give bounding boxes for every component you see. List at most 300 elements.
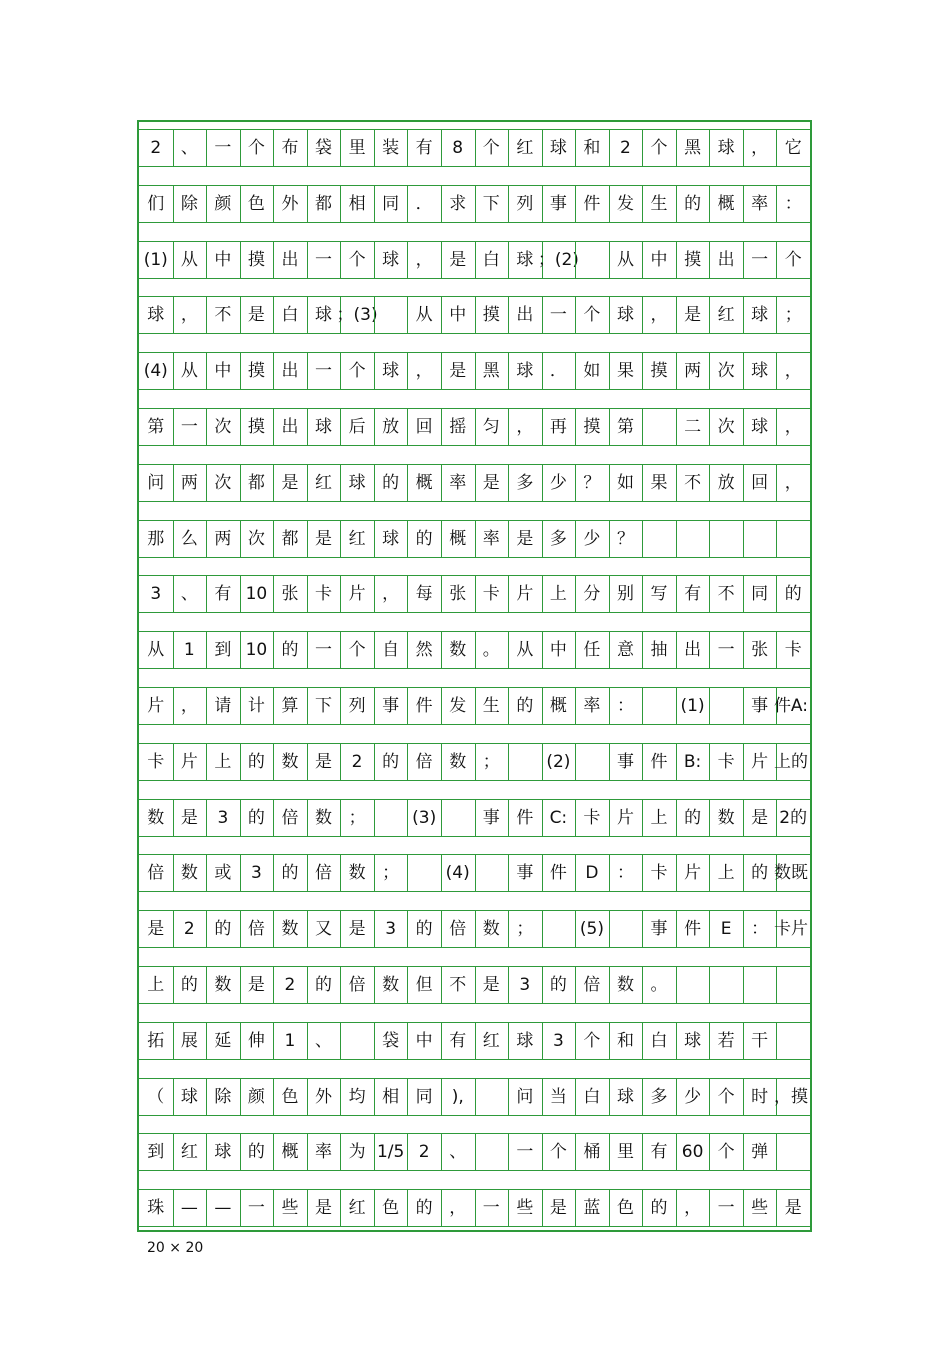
grid-char: 弹 (751, 1142, 769, 1163)
grid-char: 白 (650, 1030, 668, 1051)
grid-char: 算 (281, 696, 299, 716)
grid-char: 是 (247, 975, 265, 995)
grid-char: 计 (247, 696, 265, 716)
grid-char: ． (549, 361, 567, 382)
grid-char: 红 (180, 1142, 198, 1163)
grid-cell (609, 911, 643, 947)
grid-cell (776, 521, 810, 557)
grid-cell (508, 744, 542, 780)
grid-char: 匀 (482, 417, 500, 437)
grid-char: 两 (684, 361, 702, 382)
grid-char: 红 (315, 472, 333, 493)
grid-char: 上 (650, 807, 668, 828)
grid-row (139, 854, 810, 892)
grid-char: 展 (180, 1030, 198, 1051)
grid-char: 事 (751, 696, 769, 716)
grid-char: 干 (751, 1030, 769, 1051)
grid-char: ， (415, 249, 433, 270)
grid-char: 第 (147, 417, 165, 437)
grid-char: 60 (681, 1142, 704, 1163)
grid-char: 外 (281, 193, 299, 214)
grid-cell (575, 242, 609, 278)
grid-row (139, 743, 810, 781)
grid-char: 数 (315, 807, 333, 828)
grid-char: 个 (717, 1142, 735, 1163)
grid-char: ； (382, 863, 400, 884)
grid-row (139, 799, 810, 837)
grid-char: ， (784, 472, 802, 493)
grid-char: 片 (180, 751, 198, 772)
grid-char: 中 (214, 361, 232, 382)
grid-cell (374, 800, 408, 836)
grid-char: 和 (616, 1030, 634, 1051)
grid-char: 数 (281, 751, 299, 772)
grid-char: ？ (616, 528, 634, 549)
grid-char: 摸 (247, 249, 265, 270)
grid-char: (4) (445, 863, 470, 884)
grid-char: 的 (415, 528, 433, 549)
grid-char: 率 (751, 193, 769, 214)
grid-char: 个 (348, 640, 366, 661)
grid-char: 3 (217, 807, 229, 828)
grid-char: 列 (516, 193, 534, 214)
grid-char: 相 (382, 1086, 400, 1107)
grid-char: 它 (784, 138, 802, 158)
grid-char: 3 (552, 1030, 564, 1051)
grid-char: 球 (516, 1030, 534, 1051)
grid-char: 为 (348, 1142, 366, 1163)
grid-char: 事 (650, 919, 668, 940)
grid-char: 。 (650, 975, 668, 995)
grid-char: 的 (415, 919, 433, 940)
grid-char: 的 (684, 193, 702, 214)
grid-char: 概 (717, 193, 735, 214)
grid-char: (1) (680, 696, 705, 716)
grid-char: 中 (549, 640, 567, 661)
grid-char: 卡 (482, 584, 500, 605)
grid-char: 若 (717, 1030, 735, 1051)
grid-cell (709, 967, 743, 1003)
grid-char: 里 (348, 138, 366, 158)
grid-char: 概 (415, 472, 433, 493)
grid-char: 数 (616, 975, 634, 995)
grid-char: 后 (348, 417, 366, 437)
grid-char: 不 (449, 975, 467, 995)
grid-cell (475, 1079, 509, 1115)
grid-char: 个 (348, 249, 366, 270)
grid-char: 颜 (214, 193, 232, 214)
grid-char: 放 (382, 417, 400, 437)
grid-char: 球 (348, 472, 366, 493)
grid-char: 出 (281, 417, 299, 437)
grid-char: 的 (382, 751, 400, 772)
grid-char: 分 (583, 584, 601, 605)
grid-char: 率 (449, 472, 467, 493)
grid-char: 然 (415, 640, 433, 661)
grid-char: 问 (516, 1086, 534, 1107)
grid-char: 个 (549, 1142, 567, 1163)
grid-char: 球 (717, 138, 735, 158)
grid-char: 卡片 (774, 919, 808, 940)
grid-char: 卡 (717, 751, 735, 772)
grid-char: 些 (751, 1198, 769, 1219)
grid-char: 件 (549, 863, 567, 884)
grid-char: 个 (583, 305, 601, 326)
grid-char: 是 (247, 305, 265, 326)
grid-char: 出 (281, 361, 299, 382)
grid-char: 是 (147, 919, 165, 940)
grid-char: 倍 (348, 975, 366, 995)
grid-char: 是 (315, 1198, 333, 1219)
grid-char: 数 (482, 919, 500, 940)
grid-row (139, 1022, 810, 1060)
grid-char: 中 (415, 1030, 433, 1051)
grid-cell (709, 521, 743, 557)
grid-char: 、 (315, 1030, 333, 1051)
grid-char: 球 (180, 1086, 198, 1107)
grid-char: 2 (351, 751, 363, 772)
grid-char: 一 (516, 1142, 534, 1163)
grid-char: 数 (214, 975, 232, 995)
grid-char: ； (784, 305, 802, 326)
grid-cell (743, 967, 777, 1003)
grid-char: 一 (482, 1198, 500, 1219)
grid-char: 球 (616, 1086, 634, 1107)
grid-char: 摸 (247, 417, 265, 437)
grid-char: 生 (650, 193, 668, 214)
grid-char: ， (382, 584, 400, 605)
grid-char: 事 (616, 751, 634, 772)
grid-char: ；(3) (336, 305, 378, 326)
grid-char: 红 (482, 1030, 500, 1051)
grid-cell (776, 1134, 810, 1170)
grid-char: 一 (214, 138, 232, 158)
grid-char: 片 (516, 584, 534, 605)
grid-char: 张 (751, 640, 769, 661)
grid-char: 1 (183, 640, 195, 661)
grid-char: 片 (616, 807, 634, 828)
grid-char: 是 (482, 975, 500, 995)
grid-char: ． (415, 193, 433, 214)
grid-char: (1) (143, 249, 168, 270)
grid-char: 倍 (247, 919, 265, 940)
grid-char: 个 (784, 249, 802, 270)
grid-char: 3 (385, 919, 397, 940)
manuscript-grid (137, 120, 812, 1232)
grid-char: 10 (245, 640, 268, 661)
grid-char: 出 (684, 640, 702, 661)
grid-char: ， (784, 361, 802, 382)
grid-char: 卡 (583, 807, 601, 828)
grid-char: 球 (616, 305, 634, 326)
grid-char: 片 (751, 751, 769, 772)
grid-char: 球 (315, 417, 333, 437)
grid-char: 、 (449, 1142, 467, 1163)
grid-char: 倍 (449, 919, 467, 940)
grid-char: 的 (247, 751, 265, 772)
grid-char: 色 (382, 1198, 400, 1219)
grid-char: 红 (516, 138, 534, 158)
grid-char: 少 (549, 472, 567, 493)
grid-char: 球 (382, 361, 400, 382)
grid-char: 片 (348, 584, 366, 605)
grid-char: ； (348, 807, 366, 828)
grid-char: 红 (717, 305, 735, 326)
grid-cell (642, 409, 676, 445)
grid-char: 的 (214, 919, 232, 940)
grid-char: 上的 (774, 751, 808, 772)
grid-char: 的 (684, 807, 702, 828)
grid-char: 些 (281, 1198, 299, 1219)
grid-char: 摸 (247, 361, 265, 382)
grid-char: 片 (684, 863, 702, 884)
grid-char: 伸 (247, 1030, 265, 1051)
grid-char: (2) (546, 751, 571, 772)
grid-char: 蓝 (583, 1198, 601, 1219)
grid-char: 的 (549, 975, 567, 995)
grid-char: ), (451, 1086, 464, 1107)
grid-char: 1 (284, 1030, 296, 1051)
grid-char: 3 (251, 863, 262, 884)
grid-char: 是 (180, 807, 198, 828)
grid-char: 件 (684, 919, 702, 940)
grid-char: 倍 (415, 751, 433, 772)
grid-char: 球 (382, 528, 400, 549)
grid-char: 色 (281, 1086, 299, 1107)
grid-char: 多 (650, 1086, 668, 1107)
grid-char: 当 (549, 1086, 567, 1107)
grid-char: 都 (315, 193, 333, 214)
grid-char: 的 (247, 807, 265, 828)
grid-char: 一 (315, 361, 333, 382)
grid-char: 球 (315, 305, 333, 326)
grid-char: 红 (348, 1198, 366, 1219)
grid-char: 数 (717, 807, 735, 828)
grid-char: 的 (415, 1198, 433, 1219)
grid-char: ， (784, 417, 802, 437)
grid-char: 8 (452, 138, 464, 158)
grid-char: 色 (616, 1198, 634, 1219)
grid-char: 2 (284, 975, 296, 995)
grid-char: ： (751, 919, 769, 940)
grid-char: 数 (180, 863, 198, 884)
grid-char: 张 (449, 584, 467, 605)
grid-char: 、 (180, 584, 198, 605)
grid-char: 卡 (147, 751, 165, 772)
grid-row (139, 408, 810, 446)
grid-char: 别 (616, 584, 634, 605)
grid-char: 是 (684, 305, 702, 326)
grid-char: 数 (382, 975, 400, 995)
grid-char: 一 (180, 417, 198, 437)
grid-char: 白 (281, 305, 299, 326)
grid-char: ； (482, 751, 500, 772)
grid-char: 事 (549, 193, 567, 214)
grid-char: 都 (247, 472, 265, 493)
grid-char: 果 (650, 472, 668, 493)
grid-char: 数 (281, 919, 299, 940)
grid-char: 是 (784, 1198, 802, 1219)
grid-char: 生 (482, 696, 500, 716)
grid-char: 延 (214, 1030, 232, 1051)
grid-char: 不 (717, 584, 735, 605)
grid-row (139, 464, 810, 502)
grid-char: 3 (519, 975, 531, 995)
grid-char: 、 (180, 138, 198, 158)
grid-char: — (180, 1198, 198, 1219)
grid-char: 数既 (774, 863, 808, 884)
grid-char: 一 (247, 1198, 265, 1219)
grid-char: 数 (449, 640, 467, 661)
grid-cell (676, 967, 710, 1003)
grid-cell (776, 1023, 810, 1059)
grid-char: 不 (684, 472, 702, 493)
grid-char: 概 (281, 1142, 299, 1163)
grid-char: 中 (650, 249, 668, 270)
grid-char: 是 (315, 528, 333, 549)
grid-char: ， (180, 696, 198, 716)
grid-char: 件 (415, 696, 433, 716)
grid-char: 10 (245, 584, 268, 605)
grid-row (139, 352, 810, 390)
grid-char: (5) (579, 919, 604, 940)
grid-char: 倍 (583, 975, 601, 995)
grid-char: 均 (348, 1086, 366, 1107)
grid-cell (642, 521, 676, 557)
grid-char: 出 (281, 249, 299, 270)
grid-char: 外 (315, 1086, 333, 1107)
grid-char: ， (449, 1198, 467, 1219)
grid-char: 一 (717, 640, 735, 661)
grid-char: 都 (281, 528, 299, 549)
grid-char: 拓 (147, 1030, 165, 1051)
grid-char: 到 (214, 640, 232, 661)
grid-cell (676, 521, 710, 557)
grid-char: 任 (583, 640, 601, 661)
grid-cell (475, 855, 509, 891)
grid-char: 的 (751, 863, 769, 884)
grid-row (139, 631, 810, 669)
grid-char: 片 (147, 696, 165, 716)
grid-char: 2 (183, 919, 195, 940)
grid-char: ， (415, 361, 433, 382)
grid-char: 事 (516, 863, 534, 884)
grid-char: 卡 (315, 584, 333, 605)
grid-char: 率 (583, 696, 601, 716)
grid-char: 倍 (147, 863, 165, 884)
grid-size-label: 20 × 20 (147, 1240, 204, 1256)
grid-char: 事 (382, 696, 400, 716)
grid-char: 少 (684, 1086, 702, 1107)
grid-char: 是 (348, 919, 366, 940)
grid-char: B: (683, 751, 702, 772)
grid-char: 件A: (773, 696, 808, 716)
grid-char: 红 (348, 528, 366, 549)
grid-char: ： (616, 863, 634, 884)
grid-char: 个 (583, 1030, 601, 1051)
grid-char: 件 (650, 751, 668, 772)
grid-char: 有 (684, 584, 702, 605)
grid-char: 数 (449, 751, 467, 772)
grid-char: 2 (418, 1142, 430, 1163)
grid-char: 黑 (482, 361, 500, 382)
grid-row (139, 1133, 810, 1171)
grid-char: 些 (516, 1198, 534, 1219)
grid-char: 个 (650, 138, 668, 158)
grid-char: 是 (751, 807, 769, 828)
grid-char: 一 (751, 249, 769, 270)
grid-char: 卡 (650, 863, 668, 884)
grid-row (139, 1189, 810, 1227)
grid-char: 果 (616, 361, 634, 382)
grid-char: 颜 (247, 1086, 265, 1107)
grid-char: ， (516, 417, 534, 437)
grid-char: 除 (180, 193, 198, 214)
grid-row (139, 296, 810, 334)
grid-char: 同 (382, 193, 400, 214)
grid-char: 袋 (315, 138, 333, 158)
grid-char: ： (784, 193, 802, 214)
grid-char: 摸 (650, 361, 668, 382)
grid-char: 是 (516, 528, 534, 549)
grid-row (139, 241, 810, 279)
grid-char: 数 (147, 807, 165, 828)
grid-char: 回 (751, 472, 769, 493)
grid-char: 球 (147, 305, 165, 326)
grid-char: 不 (214, 305, 232, 326)
grid-char: 们 (147, 193, 165, 214)
grid-char: 球 (549, 138, 567, 158)
grid-char: 球 (516, 249, 534, 270)
grid-char: 同 (415, 1086, 433, 1107)
grid-char: 的 (650, 1198, 668, 1219)
grid-char: 次 (214, 472, 232, 493)
grid-char: — (214, 1198, 232, 1219)
grid-char: 写 (650, 584, 668, 605)
grid-cell (776, 967, 810, 1003)
grid-char: ， (751, 138, 769, 158)
grid-char: 件 (516, 807, 534, 828)
grid-char: ； (516, 919, 534, 940)
grid-cell (475, 1134, 509, 1170)
grid-char: 或 (214, 863, 232, 884)
grid-char: 每 (415, 584, 433, 605)
grid-char: 是 (449, 249, 467, 270)
grid-char: 的 (315, 975, 333, 995)
grid-char: 从 (180, 249, 198, 270)
grid-char: 珠 (147, 1198, 165, 1219)
grid-row (139, 1078, 810, 1116)
grid-char: 是 (449, 361, 467, 382)
grid-char: 球 (382, 249, 400, 270)
grid-char: 出 (717, 249, 735, 270)
grid-char: 从 (180, 361, 198, 382)
grid-cell (374, 297, 408, 333)
grid-char: 是 (281, 472, 299, 493)
grid-char: 如 (583, 361, 601, 382)
grid-char: ： (616, 696, 634, 716)
grid-char: 白 (583, 1086, 601, 1107)
grid-char: 上 (717, 863, 735, 884)
grid-char: 上 (549, 584, 567, 605)
grid-char: ， (650, 305, 668, 326)
grid-char: 下 (482, 193, 500, 214)
grid-char: 一 (315, 249, 333, 270)
grid-char: 的 (382, 472, 400, 493)
grid-char: 倍 (281, 807, 299, 828)
grid-char: 的 (281, 640, 299, 661)
grid-char: 多 (549, 528, 567, 549)
